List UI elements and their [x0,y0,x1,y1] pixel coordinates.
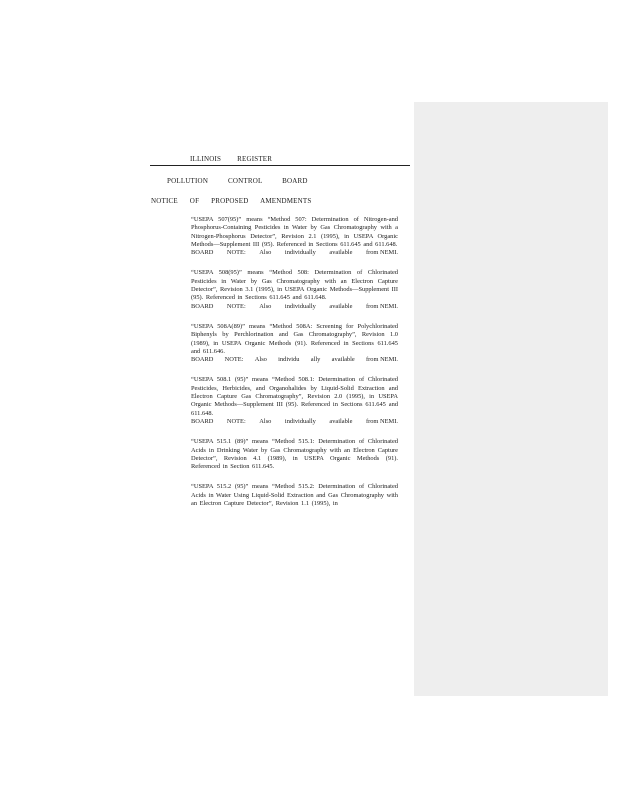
note-word: available [329,417,353,425]
note-word: from NEMI. [366,356,398,364]
definition-text: “USEPA 508A(89)” means “Method 508A: Screening for Polychlorinated Biphenyls by Perchlorination and Gas Chromatography”, Revision 1.0 (1989), in USEPA Organic Methods (91). Referenced in Sections 611.645 and 611.646. [191,322,398,355]
note-word: Also [259,417,272,425]
note-word: ally [310,356,321,364]
definition-entry [191,483,398,508]
board-note [191,418,398,426]
note-word: individually [284,417,316,425]
board-title: POLLUTION CONTROL BOARD [167,177,308,185]
definition-entry [191,216,398,257]
note-word: NOTE: [226,302,246,310]
note-word: BOARD [191,356,214,364]
definition-text: “USEPA 507(95)” means “Method 507: Determination of Nitrogen-and Phosphorus-Containing Pesticides in Water by Gas Chromatography with a Nitrogen-Phosphorus Detector”, Revision 2.1 (1995), in USEPA Organic Methods—Supplement III (95). Referenced in Sections 611.645 and 611.648. [191,216,398,248]
note-word: BOARD [191,302,214,310]
note-word: Also [259,249,272,257]
note-word: Also [254,356,267,364]
definition-entry [191,376,398,426]
note-word: individually [284,249,316,257]
note-word: from NEMI. [365,302,398,310]
note-word: from NEMI. [365,417,398,425]
board-note [191,356,398,364]
note-word: BOARD [191,249,214,257]
definition-text: “USEPA 508.1 (95)” means “Method 508.1: Determination of Chlorinated Pesticides, Herbicides, and Organohalides by Liquid-Solid Extraction and Electron Capture Gas Chromatography”, Revision 2.0 (1995), in USEPA Organic Methods—Supplement III (95). Referenced in Sections 611.645 and 611.648. [191,376,398,417]
register-header: ILLINOIS REGISTER [190,155,273,163]
definition-entry [191,323,398,364]
note-word: available [329,302,353,310]
definition-entry [191,269,398,310]
note-word: NOTE: [226,417,246,425]
definition-text: “USEPA 515.2 (95)” means “Method 515.2: Determination of Chlorinated Acids in Water Using Liquid-Solid Extraction and Gas Chromatography with an Electron Capture Detector”, Revision 1.1 (1995), in [191,483,398,508]
note-word: NOTE: [226,249,246,257]
note-word: individually [284,302,316,310]
definitions-body [191,216,398,520]
notice-title: NOTICE OF PROPOSED AMENDMENTS [151,197,312,205]
note-word: individu [278,356,300,364]
header-rule [150,165,410,166]
definition-text: “USEPA 508(95)” means “Method 508: Determination of Chlorinated Pesticides in Water by Gas Chromatography with an Electron Capture Detector”, Revision 3.1 (1995), in USEPA Organic Methods—Supplement III (95). Referenced in Sections 611.645 and 611.648. [191,269,398,302]
board-note [191,303,398,311]
note-word: available [329,249,353,257]
note-word: available [331,356,355,364]
note-word: Also [259,302,272,310]
definition-text: “USEPA 515.1 (89)” means “Method 515.1: Determination of Chlorinated Acids in Drinking Water by Gas Chromatography with an Electron Capture Detector”, Revision 4.1 (1989), in USEPA Organic Methods (91). Referenced in Section 611.645. [191,438,398,471]
comment-pane [414,102,608,696]
definition-entry [191,438,398,471]
board-note [191,249,398,257]
note-word: from NEMI. [365,249,398,257]
note-word: NOTE: [224,356,244,364]
note-word: BOARD [191,417,214,425]
